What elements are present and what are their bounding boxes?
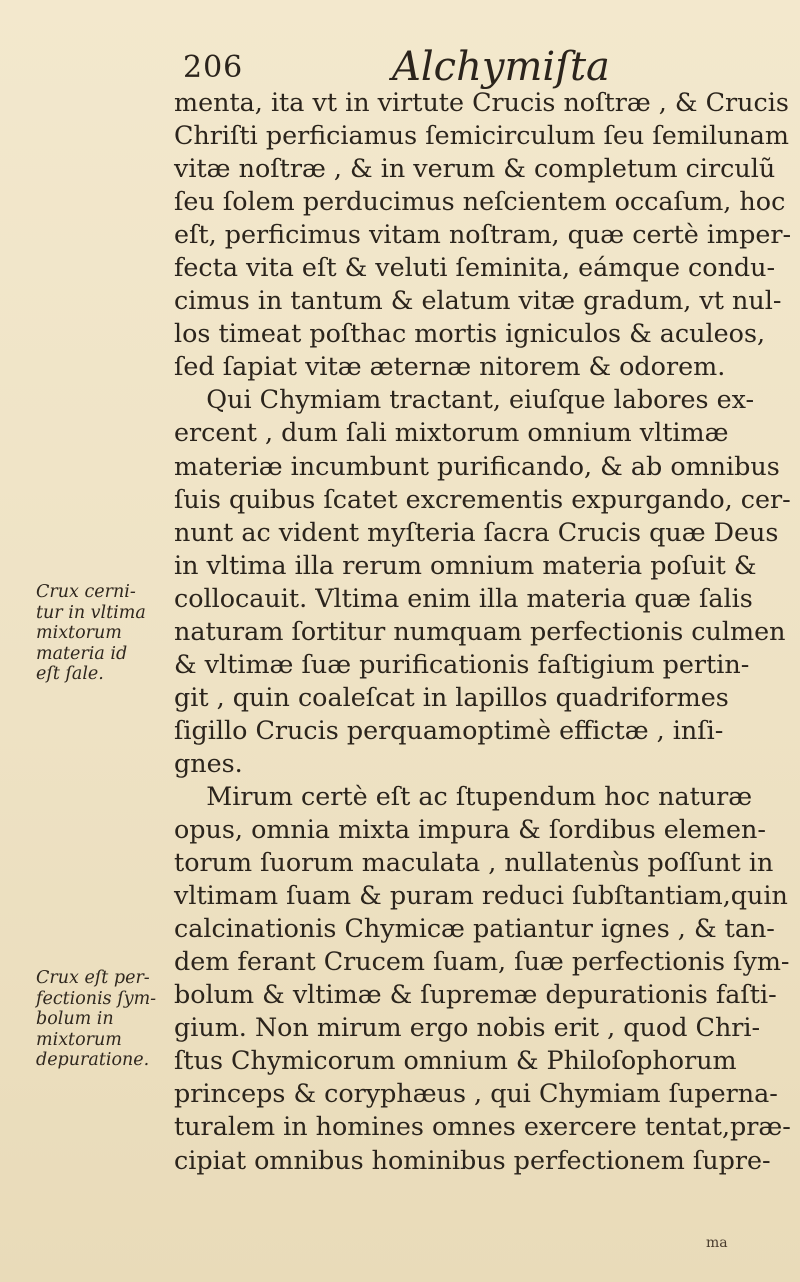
text-line: ſigillo Crucis perquamoptimè effictæ , inſi- (174, 714, 724, 745)
margin-note-line: depuratione. (36, 1050, 150, 1070)
text-line: turalem in homines omnes exercere tentat,præ- (174, 1111, 791, 1142)
text-line: torum ſuorum maculata , nullatenùs poſſunt in (174, 847, 774, 878)
text-line: gium. Non mirum ergo nobis erit , quod Chri- (174, 1012, 761, 1043)
text-line: ſuis quibus ſcatet excrementis expurgando, cer- (174, 483, 791, 514)
margin-note-line: bolum in (36, 1009, 114, 1029)
text-line: nunt ac vident myſteria ſacra Crucis quæ Deus (174, 516, 779, 547)
catchword: ma (706, 1235, 728, 1251)
margin-note-line: eſt ſale. (36, 664, 104, 684)
margin-note-line: mixtorum (36, 623, 122, 643)
text-line: cipiat omnibus hominibus perfectionem ſupre- (174, 1144, 771, 1175)
text-line: cimus in tantum & elatum vitæ gradum, vt nul- (174, 285, 782, 316)
text-line: los timeat poſthac mortis igniculos & aculeos, (174, 318, 766, 349)
margin-note-line: mixtorum (36, 1029, 122, 1050)
margin-note-line: fectionis ſym- (36, 988, 157, 1009)
text-line: opus, omnia mixta impura & ſordibus elemen- (174, 814, 766, 845)
margin-note-line: Crux eſt per- (36, 968, 150, 988)
text-line: fecta vita eſt & veluti ſeminita, eámque condu- (174, 252, 776, 283)
text-line: ercent , dum ſali mixtorum omnium vltimæ (174, 417, 729, 448)
text-line: calcinationis Chymicæ patiantur ignes , & tan- (174, 913, 775, 944)
text-line: vltimam ſuam & puram reduci ſubſtantiam,quin (174, 880, 788, 911)
margin-note-line: tur in vltima (36, 602, 146, 623)
main-text-block (174, 86, 792, 1177)
text-line: git , quin coaleſcat in lapillos quadriformes (174, 681, 729, 712)
text-line: menta, ita vt in virtute Crucis noſtræ , & Crucis (174, 87, 789, 117)
text-line: materiæ incumbunt purificando, & ab omnibus (174, 450, 780, 481)
text-line: eſt, perficimus vitam noſtram, quæ certè imper- (174, 219, 792, 250)
text-line: bolum & vltimæ & ſupremæ depurationis faſti- (174, 979, 777, 1010)
text-line: ſed ſapiat vitæ æternæ nitorem & odorem. (174, 351, 726, 382)
running-title: Alchymiſta (392, 44, 610, 90)
margin-note-line: materia id (36, 643, 128, 664)
text-line: ſtus Chymicorum omnium & Philoſophorum (174, 1045, 737, 1076)
text-line: collocauit. Vltima enim illa materia quæ ſalis (174, 582, 753, 613)
text-line: gnes. (174, 747, 243, 778)
text-line: ſeu ſolem perducimus neſcientem occaſum, hoc (174, 186, 786, 217)
margin-note-line: Crux cerni- (36, 582, 136, 602)
margin-note-crux-cernitur (36, 582, 176, 685)
text-line: in vltima illa rerum omnium materia poſuit & (174, 549, 757, 580)
text-line: dem ferant Crucem ſuam, ſuæ perfectionis ſym- (174, 946, 790, 977)
page-number: 206 (183, 50, 244, 85)
text-line: Mirum certè eſt ac ſtupendum hoc naturæ (174, 780, 753, 811)
text-line: Qui Chymiam tractant, eiuſque labores ex- (174, 384, 755, 415)
margin-note-crux-symbolum (36, 968, 176, 1071)
text-line: Chriſti perficiamus ſemicirculum ſeu ſemilunam (174, 120, 789, 151)
text-line: princeps & coryphæus , qui Chymiam ſuperna- (174, 1078, 778, 1109)
text-line: & vltimæ ſuæ purificationis faſtigium pertin- (174, 648, 750, 679)
page-header (0, 30, 800, 90)
text-line: vitæ noſtræ , & in verum & completum circulũ (174, 153, 776, 184)
text-line: naturam ſortitur numquam perfectionis culmen (174, 615, 786, 646)
